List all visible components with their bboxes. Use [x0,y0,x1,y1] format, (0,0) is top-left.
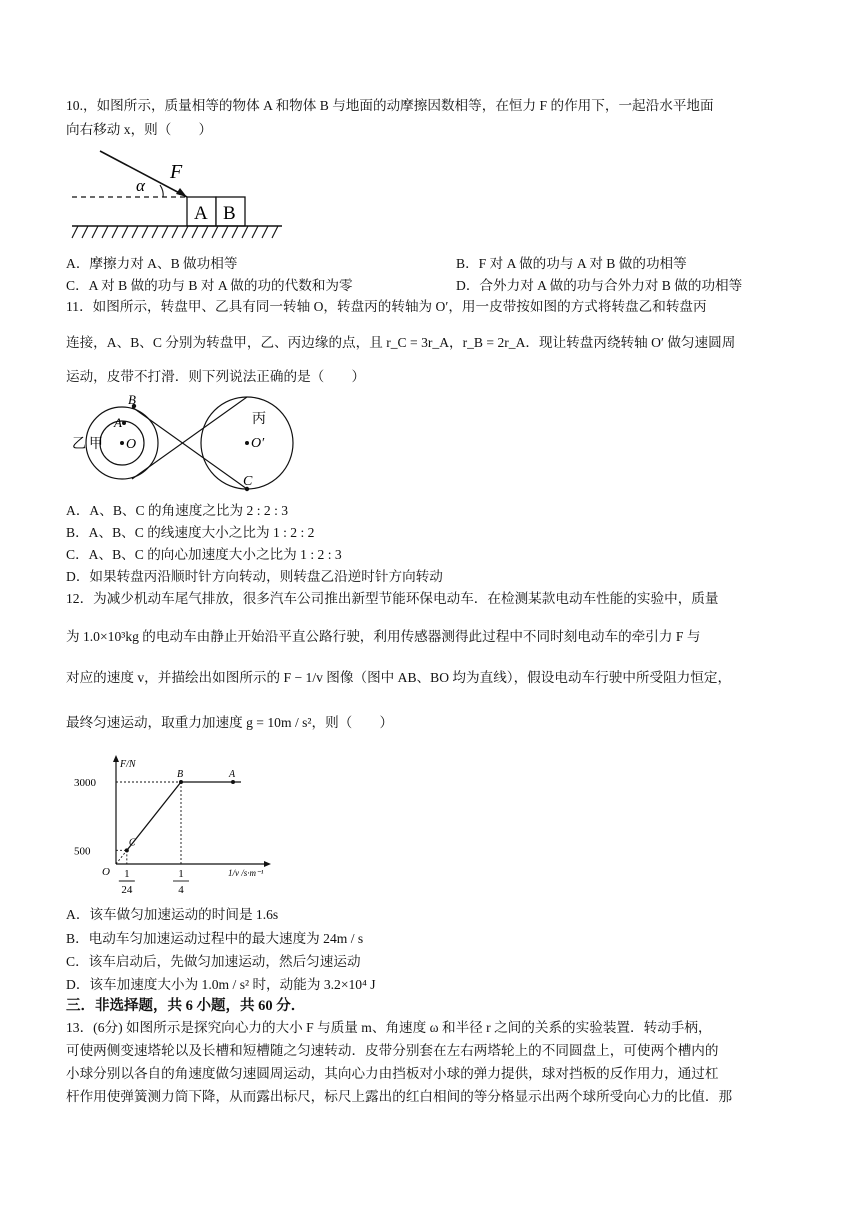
force-arrow-head [176,188,187,197]
q11-stem-line3: 运动，皮带不打滑．则下列说法正确的是（ ） [66,369,366,384]
q10-option-c: C．A 对 B 做的功与 B 对 A 做的功的代数和为零 [66,278,353,293]
q10-figure [70,145,290,248]
label-c: C [243,474,253,489]
segment-oc [116,850,127,864]
angle-label: α [136,176,145,195]
label-bing: 丙 [252,412,266,427]
label-a: A [114,415,122,430]
angle-arc [160,185,163,197]
force-label: F [170,161,183,183]
q11-stem-line1: 11．如图所示，转盘甲、乙具有同一转轴 O，转盘丙的转轴为 O′，用一皮带按如图的方式将转盘乙和转盘丙 [66,299,707,314]
x-tick-den-1: 4 [178,884,184,896]
point-a-dot [122,421,126,425]
label-o-prime: O′ [251,436,265,451]
q12-stem-line3: 对应的速度 v，并描绘出如图所示的 F − 1/v 图像（图中 AB、BO 均为直线），假设电动车行驶中所受阻力恒定， [66,670,732,685]
ground-hatching [72,226,278,238]
block-b-label: B [223,203,236,224]
q13-stem-line2: 可使两侧变速塔轮以及长槽和短槽随之匀速转动．皮带分别套在左右两塔轮上的不同圆盘上，可使两个槽内的 [66,1043,719,1058]
block-a-label: A [194,203,208,224]
section-three-heading: 三．非选择题，共 6 小题，共 60 分． [66,998,306,1014]
point-label-b: B [177,769,184,780]
y-axis-arrow [113,755,119,762]
q10-option-b: B．F 对 A 做的功与 A 对 B 做的功相等 [456,256,687,271]
q11-option-a: A．A、B、C 的角速度之比为 2 : 2 : 3 [66,503,289,518]
label-yi: 乙 [72,437,86,452]
point-label-a: A [229,769,236,780]
q13-stem-line1: 13．(6分) 如图所示是探究向心力的大小 F 与质量 m、角速度 ω 和半径 r 之间的关系的实验装置．转动手柄， [66,1020,712,1035]
q10-stem-line2: 向右移动 x，则（ ） [66,122,213,137]
y-axis-label: F/N [120,759,136,770]
point-label-c: C [128,837,136,849]
belt-line-1 [132,407,247,489]
q13-stem-line4: 杆作用使弹簧测力筒下降，从而露出标尺，标尺上露出的红白相间的等分格显示出两个球所受向心力的比值．那 [66,1089,733,1104]
x-tick-den-0: 24 [121,884,133,896]
q10-stem-line1: 10.，如图所示，质量相等的物体 A 和物体 B 与地面的动摩擦因数相等，在恒力 F 的作用下，一起沿水平地面 [66,98,714,113]
y-tick-3000: 3000 [74,777,96,789]
x-tick-num-0: 1 [124,868,130,880]
q11-stem-line2: 连接，A、B、C 分别为转盘甲，乙、丙边缘的点，且 r_C = 3r_A，r_B = 2r_A．现让转盘丙绕转轴 O′ 做匀速圆周 [66,335,736,350]
x-axis-label: 1/v /s·m⁻¹ [228,868,264,878]
q11-option-b: B．A、B、C 的线速度大小之比为 1 : 2 : 2 [66,525,315,540]
q10-option-d: D．合外力对 A 做的功与合外力对 B 做的功相等 [456,278,743,293]
label-b: B [128,392,136,407]
y-tick-500: 500 [74,845,91,858]
label-o: O [126,437,137,452]
center-o-dot [120,441,124,445]
q12-stem-line2: 为 1.0×10³kg 的电动车由静止开始沿平直公路行驶，利用传感器测得此过程中不同时刻电动车的牵引力 F 与 [66,629,701,644]
q11-option-d: D．如果转盘丙沿顺时针方向转动，则转盘乙沿逆时针方向转动 [66,569,443,584]
q11-option-c: C．A、B、C 的向心加速度大小之比为 1 : 2 : 3 [66,547,342,562]
label-jia: 甲 [89,437,103,452]
q12-option-d: D．该车加速度大小为 1.0m / s² 时，动能为 3.2×10⁴ J [66,977,376,992]
q12-option-c: C．该车启动后，先做匀加速运动，然后匀速运动 [66,954,361,969]
x-axis-arrow [264,861,271,867]
origin-label: O [102,866,110,878]
q12-chart [68,752,278,905]
point-b [179,780,183,784]
center-o2-dot [245,441,249,445]
x-tick-num-1: 1 [178,868,184,880]
point-a [231,780,235,784]
q13-stem-line3: 小球分别以各自的角速度做匀速圆周运动，其向心力由挡板对小球的弹力提供，球对挡板的反作用力，通过杠 [66,1066,719,1081]
q12-option-b: B．电动车匀加速运动过程中的最大速度为 24m / s [66,931,364,946]
point-c [125,848,129,852]
belt-line-2 [132,397,247,479]
q12-option-a: A．该车做匀加速运动的时间是 1.6s [66,907,279,922]
q11-figure [70,390,310,505]
q12-stem-line1: 12．为减少机动车尾气排放，很多汽车公司推出新型节能环保电动车．在检测某款电动车性能的实验中，质量 [66,591,719,606]
q12-stem-line4: 最终匀速运动，取重力加速度 g = 10m / s²，则（ ） [66,715,394,730]
q10-option-a: A．摩擦力对 A、B 做功相等 [66,256,238,271]
